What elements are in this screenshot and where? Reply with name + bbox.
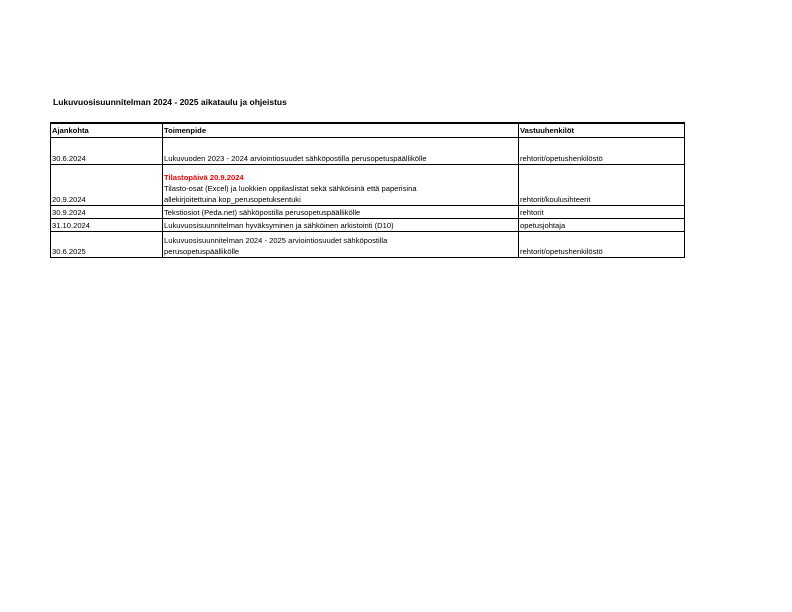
column-header-action: Toimenpide	[163, 123, 519, 138]
column-header-date: Ajankohta	[51, 123, 163, 138]
date-cell: 30.6.2024	[51, 138, 163, 165]
action-cell: Lukuvuoden 2023 - 2024 arviointiosuudet sähköpostilla perusopetuspäällikölle	[163, 138, 519, 165]
statistics-day-highlight: Tilastopäivä 20.9.2024	[164, 173, 244, 182]
table-row	[51, 165, 685, 206]
responsible-cell: rehtorit/koulusihteerit	[519, 165, 685, 206]
date-cell: 30.9.2024	[51, 206, 163, 219]
date-cell: 20.9.2024	[51, 165, 163, 206]
responsible-cell: rehtorit/opetushenkilöstö	[519, 138, 685, 165]
action-cell: Lukuvuosisuunnitelman hyväksyminen ja sähköinen arkistointi (D10)	[163, 219, 519, 232]
action-cell: Tekstiosiot (Peda.net) sähköpostilla perusopetuspäällikölle	[163, 206, 519, 219]
action-line: Tilasto-osat (Excel) ja luokkien oppilaslistat sekä sähköisinä että paperisina	[164, 184, 417, 193]
table-row	[51, 138, 685, 165]
date-cell: 30.6.2025	[51, 232, 163, 258]
responsible-cell: opetusjohtaja	[519, 219, 685, 232]
table-header-row	[51, 123, 685, 138]
table-row	[51, 232, 685, 258]
action-cell	[163, 232, 519, 258]
action-line: Lukuvuosisuunnitelman 2024 - 2025 arviointiosuudet sähköpostilla	[164, 236, 388, 245]
action-cell	[163, 165, 519, 206]
action-line: perusopetuspäällikölle	[164, 247, 240, 256]
date-cell: 31.10.2024	[51, 219, 163, 232]
table-row	[51, 206, 685, 219]
action-line: allekirjoitettuina kop_perusopetuksentuki	[164, 195, 301, 204]
column-header-responsible: Vastuuhenkilöt	[519, 123, 685, 138]
schedule-table	[50, 122, 685, 258]
responsible-cell: rehtorit	[519, 206, 685, 219]
responsible-cell: rehtorit/opetushenkilöstö	[519, 232, 685, 258]
table-row	[51, 219, 685, 232]
document-title: Lukuvuosisuunnitelman 2024 - 2025 aikataulu ja ohjeistus	[53, 97, 287, 107]
